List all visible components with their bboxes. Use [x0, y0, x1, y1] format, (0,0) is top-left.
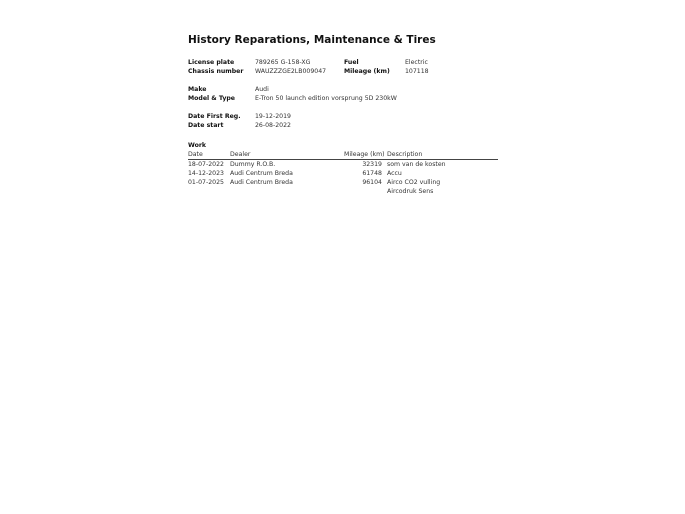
chassis-label: Chassis number: [188, 68, 244, 75]
fuel-label: Fuel: [344, 59, 359, 66]
fuel-value: Electric: [405, 59, 428, 66]
first-reg-value: 19-12-2019: [255, 113, 291, 120]
info-row-chassis: [188, 67, 498, 76]
chassis-value: WAUZZZGE2LB009047: [255, 68, 327, 75]
model-value: E-Tron 50 launch edition vorsprung 5D 230kW: [255, 95, 397, 102]
cell-dealer: Audi Centrum Breda: [230, 170, 293, 177]
spacer: [188, 76, 498, 85]
header-mileage: Mileage (km): [344, 151, 385, 158]
spacer: [188, 103, 498, 112]
cell-mileage: 96104: [362, 179, 382, 186]
cell-mileage: 61748: [362, 170, 382, 177]
table-row: [188, 187, 498, 196]
cell-description: Aircodruk Sens: [387, 188, 434, 195]
document: [188, 34, 498, 196]
cell-mileage: 32319: [362, 161, 382, 168]
info-row-first-reg: [188, 112, 498, 121]
mileage-value: 107118: [405, 68, 429, 75]
cell-description: Accu: [387, 170, 402, 177]
cell-date: 01-07-2025: [188, 179, 224, 186]
cell-dealer: Dummy R.O.B.: [230, 161, 276, 168]
license-plate-label: License plate: [188, 59, 235, 66]
cell-date: 14-12-2023: [188, 170, 224, 177]
make-label: Make: [188, 86, 207, 93]
license-plate-value: 789265 G-158-XG: [255, 59, 311, 66]
cell-dealer: Audi Centrum Breda: [230, 179, 293, 186]
cell-description: som van de kosten: [387, 161, 446, 168]
cell-date: 18-07-2022: [188, 161, 224, 168]
work-section-title: Work: [188, 142, 207, 149]
page-title: History Reparations, Maintenance & Tires: [188, 34, 436, 46]
table-row: [188, 160, 498, 169]
table-row: [188, 178, 498, 187]
table-row: [188, 169, 498, 178]
date-start-label: Date start: [188, 122, 224, 129]
cell-description: Airco CO2 vulling: [387, 179, 441, 186]
header-date: Date: [188, 151, 203, 158]
work-table-header: [188, 150, 498, 160]
first-reg-label: Date First Reg.: [188, 113, 241, 120]
info-row-date-start: [188, 121, 498, 130]
info-row-model: [188, 94, 498, 103]
header-dealer: Dealer: [230, 151, 251, 158]
date-start-value: 26-08-2022: [255, 122, 291, 129]
mileage-label: Mileage (km): [344, 68, 390, 75]
model-label: Model & Type: [188, 95, 236, 102]
header-description: Description: [387, 151, 423, 158]
make-value: Audi: [255, 86, 269, 93]
info-row-plate: [188, 58, 498, 67]
info-row-make: [188, 85, 498, 94]
